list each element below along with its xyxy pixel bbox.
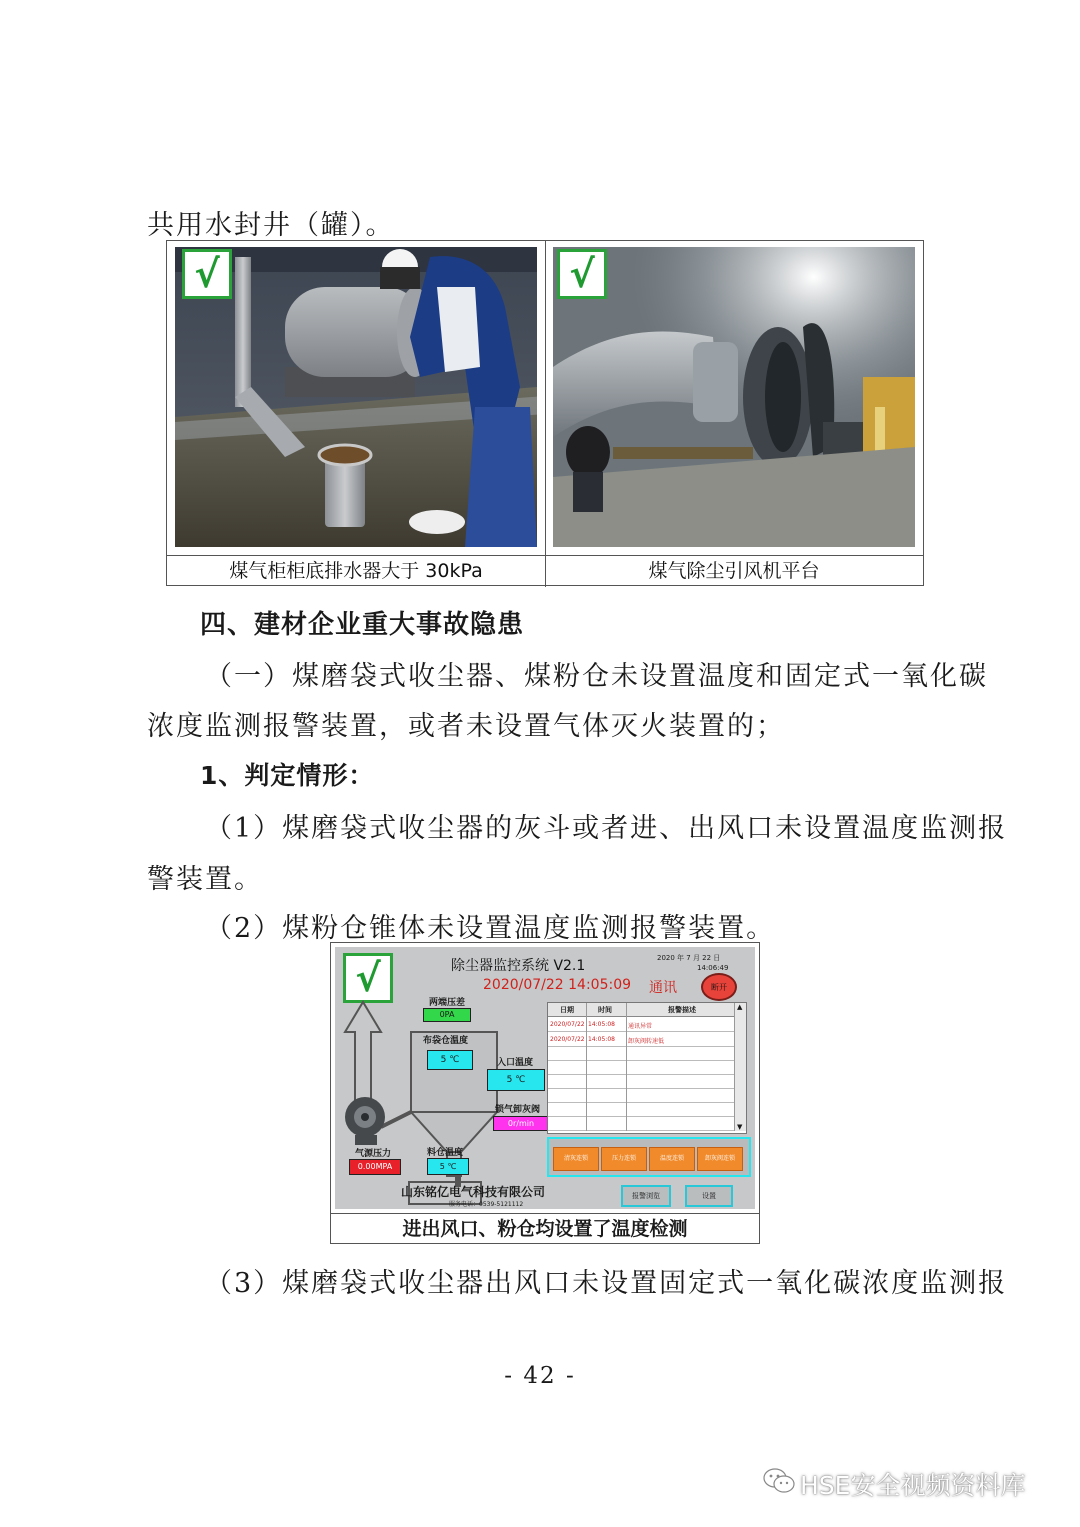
- hmi-title: 除尘器监控系统 V2.1: [451, 958, 586, 974]
- scroll-up-icon[interactable]: ▲: [737, 1003, 743, 1011]
- dust-collector-hmi-screen: [335, 947, 755, 1209]
- hmi-figure: [330, 942, 760, 1244]
- hmi-comm-label: 通讯: [649, 980, 677, 996]
- photo-cell-drainer: [167, 241, 546, 555]
- hopper-temp-label: 料仓温度: [427, 1148, 464, 1158]
- scroll-down-icon[interactable]: ▼: [737, 1123, 743, 1131]
- settings-button[interactable]: 设置: [685, 1185, 733, 1207]
- item-1-line-a: （1）煤磨袋式收尘器的灰斗或者进、出风口未设置温度监测报: [205, 813, 1008, 844]
- check-mark-icon: √: [557, 249, 607, 299]
- diff-pressure-label: 两端压差: [429, 998, 466, 1008]
- alarm-row-2-time: 14:05:08: [588, 1036, 615, 1043]
- alarm-view-button[interactable]: 报警浏览: [621, 1185, 671, 1207]
- photo-caption-fan-platform: 煤气除尘引风机平台: [648, 560, 820, 582]
- table-row[interactable]: [548, 1032, 734, 1047]
- disconnect-button[interactable]: [701, 973, 737, 1001]
- sub-heading: 1、判定情形：: [200, 761, 375, 790]
- hmi-company: 山东铭亿电气科技有限公司: [401, 1185, 546, 1199]
- valve-interlock-button[interactable]: 卸灰阀连锁: [697, 1147, 743, 1171]
- alarm-row-2-date: 2020/07/22: [550, 1036, 585, 1043]
- air-pressure-value: 0.00MPA: [349, 1159, 401, 1175]
- inlet-temp-value: 5 ℃: [487, 1069, 545, 1091]
- photo-caption-row: [167, 555, 923, 587]
- hmi-service-phone: 服务电话：0539-5121112: [449, 1201, 524, 1208]
- disconnect-button-label: 断开: [711, 983, 727, 992]
- photo-table: [166, 240, 924, 586]
- hmi-date-top: 2020 年 7 月 22 日: [657, 954, 721, 962]
- text-line-1: 共用水封井（罐）。: [147, 210, 395, 241]
- hopper-temp-value: 5 ℃: [427, 1158, 469, 1175]
- alarm-row-1-date: 2020/07/22: [550, 1021, 585, 1028]
- page-number: - 42 -: [504, 1363, 576, 1389]
- alarm-header-time: 时间: [598, 1006, 612, 1014]
- pressure-interlock-button[interactable]: 压力连锁: [601, 1147, 647, 1171]
- bag-temp-value: 5 ℃: [427, 1050, 473, 1070]
- inlet-temp-label: 入口温度: [497, 1058, 534, 1068]
- photo-caption-drainer: 煤气柜柜底排水器大于 30kPa: [167, 556, 546, 587]
- item-2: （2）煤粉仓锥体未设置温度监测报警装置。: [205, 913, 776, 944]
- bag-temp-label: 布袋仓温度: [423, 1036, 469, 1046]
- photo-dust-fan-platform: [553, 247, 915, 547]
- alarm-header-desc: 报警描述: [668, 1006, 696, 1014]
- alarm-table-header: [548, 1003, 734, 1017]
- alarm-col-divider-2: [626, 1003, 627, 1131]
- valve-label: 锁气卸灰阀: [495, 1105, 541, 1115]
- alarm-row-2-desc: 卸灰阀转速低: [628, 1038, 665, 1045]
- watermark: HSE安全视频资料库: [800, 1471, 1026, 1500]
- item-1-line-b: 警装置。: [147, 864, 263, 895]
- hmi-caption: 进出风口、粉仓均设置了温度检测: [331, 1213, 759, 1245]
- photo-cell-fan-platform: [545, 241, 923, 555]
- item-3: （3）煤磨袋式收尘器出风口未设置固定式一氧化碳浓度监测报: [205, 1268, 1008, 1299]
- paragraph-1-line-b: 浓度监测报警装置，或者未设置气体灭火装置的；: [147, 711, 785, 742]
- alarm-row-1-time: 14:05:08: [588, 1021, 615, 1028]
- hmi-datetime: 2020/07/22 14:05:09: [483, 977, 632, 993]
- air-pressure-label: 气源压力: [355, 1149, 392, 1159]
- hmi-time-top: 14:06:49: [697, 964, 729, 972]
- check-mark-icon: √: [182, 249, 232, 299]
- wechat-icon: [762, 1466, 796, 1496]
- check-mark-icon: √: [343, 953, 393, 1003]
- alarm-row-1-desc: 通讯异常: [628, 1023, 653, 1030]
- alarm-table[interactable]: [547, 1002, 747, 1134]
- section-heading: 四、建材企业重大事故隐患: [200, 610, 525, 640]
- dust-clean-interlock-button[interactable]: 清灰连锁: [553, 1147, 599, 1171]
- table-row[interactable]: [548, 1017, 734, 1032]
- alarm-table-empty-rows: [548, 1047, 734, 1131]
- paragraph-1-line-a: （一）煤磨袋式收尘器、煤粉仓未设置温度和固定式一氧化碳: [205, 661, 988, 692]
- alarm-table-scrollbar[interactable]: [734, 1003, 746, 1131]
- alarm-header-date: 日期: [560, 1006, 574, 1014]
- temperature-interlock-button[interactable]: 温度连锁: [649, 1147, 695, 1171]
- diff-pressure-value: 0PA: [423, 1008, 471, 1022]
- valve-value: 0r/min: [493, 1116, 549, 1131]
- alarm-col-divider-1: [586, 1003, 587, 1131]
- fan-platform-photo-illustration: [553, 247, 915, 547]
